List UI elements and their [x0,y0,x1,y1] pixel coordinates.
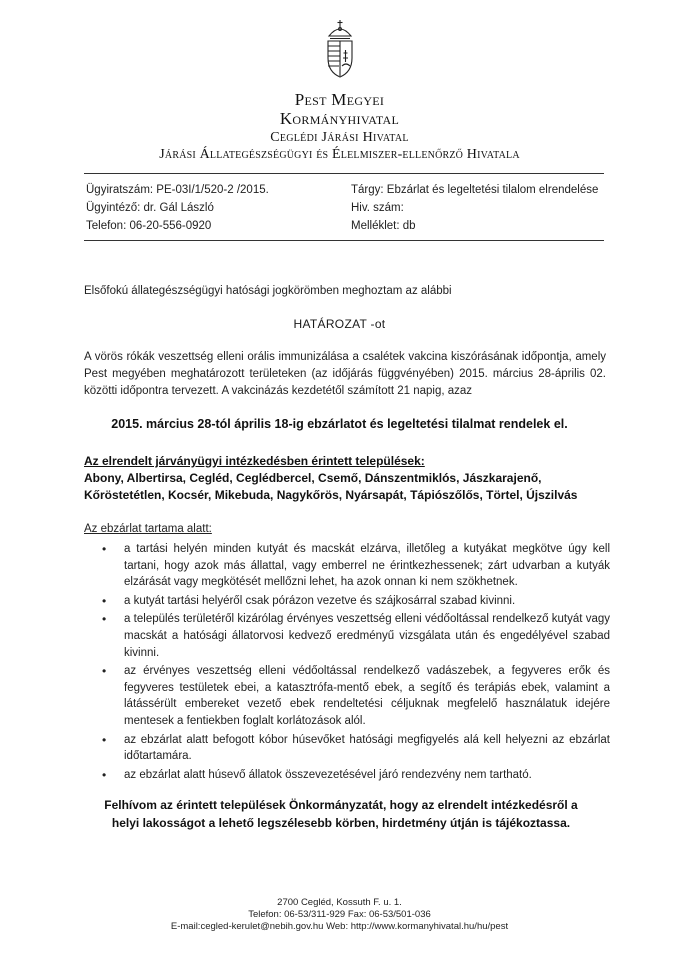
bullet-icon: • [102,664,107,679]
list-item: • az ebzárlat alatt befogott kóbor húsevőket hatósági megfigyelés alá kell helyezni az ebzárlat időtartamára. [102,732,610,763]
closing-request: Felhívom az érintett települések Önkormányzatát, hogy az elrendelt intézkedésről a helyi lakosságot a lehető legszélesebb körben, hirdetmény útján is tájékoztassa. [104,798,578,830]
case-handler: Ügyintéző: dr. Gál László [86,202,214,214]
coat-of-arms-icon [321,14,359,80]
list-item: • a település területéről kizárólag érvényes veszettség elleni védőoltással rendelkező kutyát vagy macskát a hatósági állatorvosi kedvező eredményű vizsgálata után és engedélyével szabad kivinni. [102,612,610,659]
restrictions-list [100,541,610,785]
restrictions-heading: Az ebzárlat tartama alatt: [84,523,212,535]
decision-title: HATÁROZAT -ot [293,317,386,331]
intro-text: Elsőfokú állategészségügyi hatósági jogkörömben meghoztam az alábbi [84,285,452,297]
bullet-icon: • [102,767,107,782]
list-item: • a kutyát tartási helyéről csak pórázon vezetve és szájkosárral szabad kivinni. [102,593,516,608]
attachment-count: Melléklet: db [351,220,416,232]
list-item: • az ebzárlat alatt húsevő állatok összevezetésével járó rendezvény nem tartható. [102,767,532,782]
subject: Tárgy: Ebzárlat és legeltetési tilalom elrendelése [351,184,599,196]
institution-name-line2: Kormányhivatal [279,109,400,128]
footer-phones: Telefon: 06-53/311-929 Fax: 06-53/501-036 [248,909,431,920]
settlements-list: Abony, Albertirsa, Cegléd, Ceglédbercel, Csemő, Dánszentmiklós, Jászkarajenő, Kőröstetétlen, Kocsér, Mikebuda, Nagykőrös, Nyársapát, Tápiószőlős, Törtel, Újszilvás [84,471,578,502]
reference-number: Hiv. szám: [351,202,404,214]
institution-name-line1: Pest Megyei [294,90,385,109]
bullet-icon: • [102,542,107,556]
order-statement: 2015. március 28-tól április 18-ig ebzárlatot és legeltetési tilalmat rendelek el. [111,417,568,431]
list-item: • az érvényes veszettség elleni védőoltással rendelkező vadászebek, a fegyveres erők és fegyveres testületek ebei, a katasztrófa-mentő ebek, a segítő és terápiás ebek, valamint a látássérült embereket vezető ebek rendeltetési céljuknak megfelelő használatuk idejére mentesek a fentiekben foglalt korlátozások alól. [102,664,610,727]
decision-paragraph: A vörös rókák veszettség elleni orális immunizálása a csalétek vakcina kiszórásának időpontja, amely Pest megyében meghatározott területeken (az időjárás függvényében) 2015. március 28-április 02. közötti időpontra tervezett. A vakcinázás kezdetétől számított 21 napig, azaz [84,351,606,397]
settlements-heading: Az elrendelt járványügyi intézkedésben érintett települések: [84,454,425,468]
office-name: Ceglédi Járási Hivatal [270,130,409,145]
bullet-icon: • [102,732,107,747]
footer-contact: E-mail:cegled-kerulet@nebih.gov.hu Web: http://www.kormanyhivatal.hu/hu/pest [170,921,509,932]
case-number: Ügyiratszám: PE-03I/1/520-2 /2015. [86,184,269,196]
bullet-icon: • [102,593,107,608]
handler-phone: Telefon: 06-20-556-0920 [86,220,212,232]
header-divider [84,173,604,174]
meta-divider [84,240,604,241]
department-name: Járási Állategészségügyi és Élelmiszer-ellenőrző Hivatala [159,147,520,162]
bullet-icon: • [102,612,107,627]
list-item: • a tartási helyén minden kutyát és macskát elzárva, illetőleg a kutyákat megkötve úgy kell tartani, hogy azok más állattal, vagy emberrel ne érintkezhessenek; zárt udvarban a kutyák elzárását vagy megkötését mellőzni lehet, ha azok onnan ki nem szökhetnek. [102,542,610,589]
footer-address: 2700 Cegléd, Kossuth F. u. 1. [277,897,402,908]
